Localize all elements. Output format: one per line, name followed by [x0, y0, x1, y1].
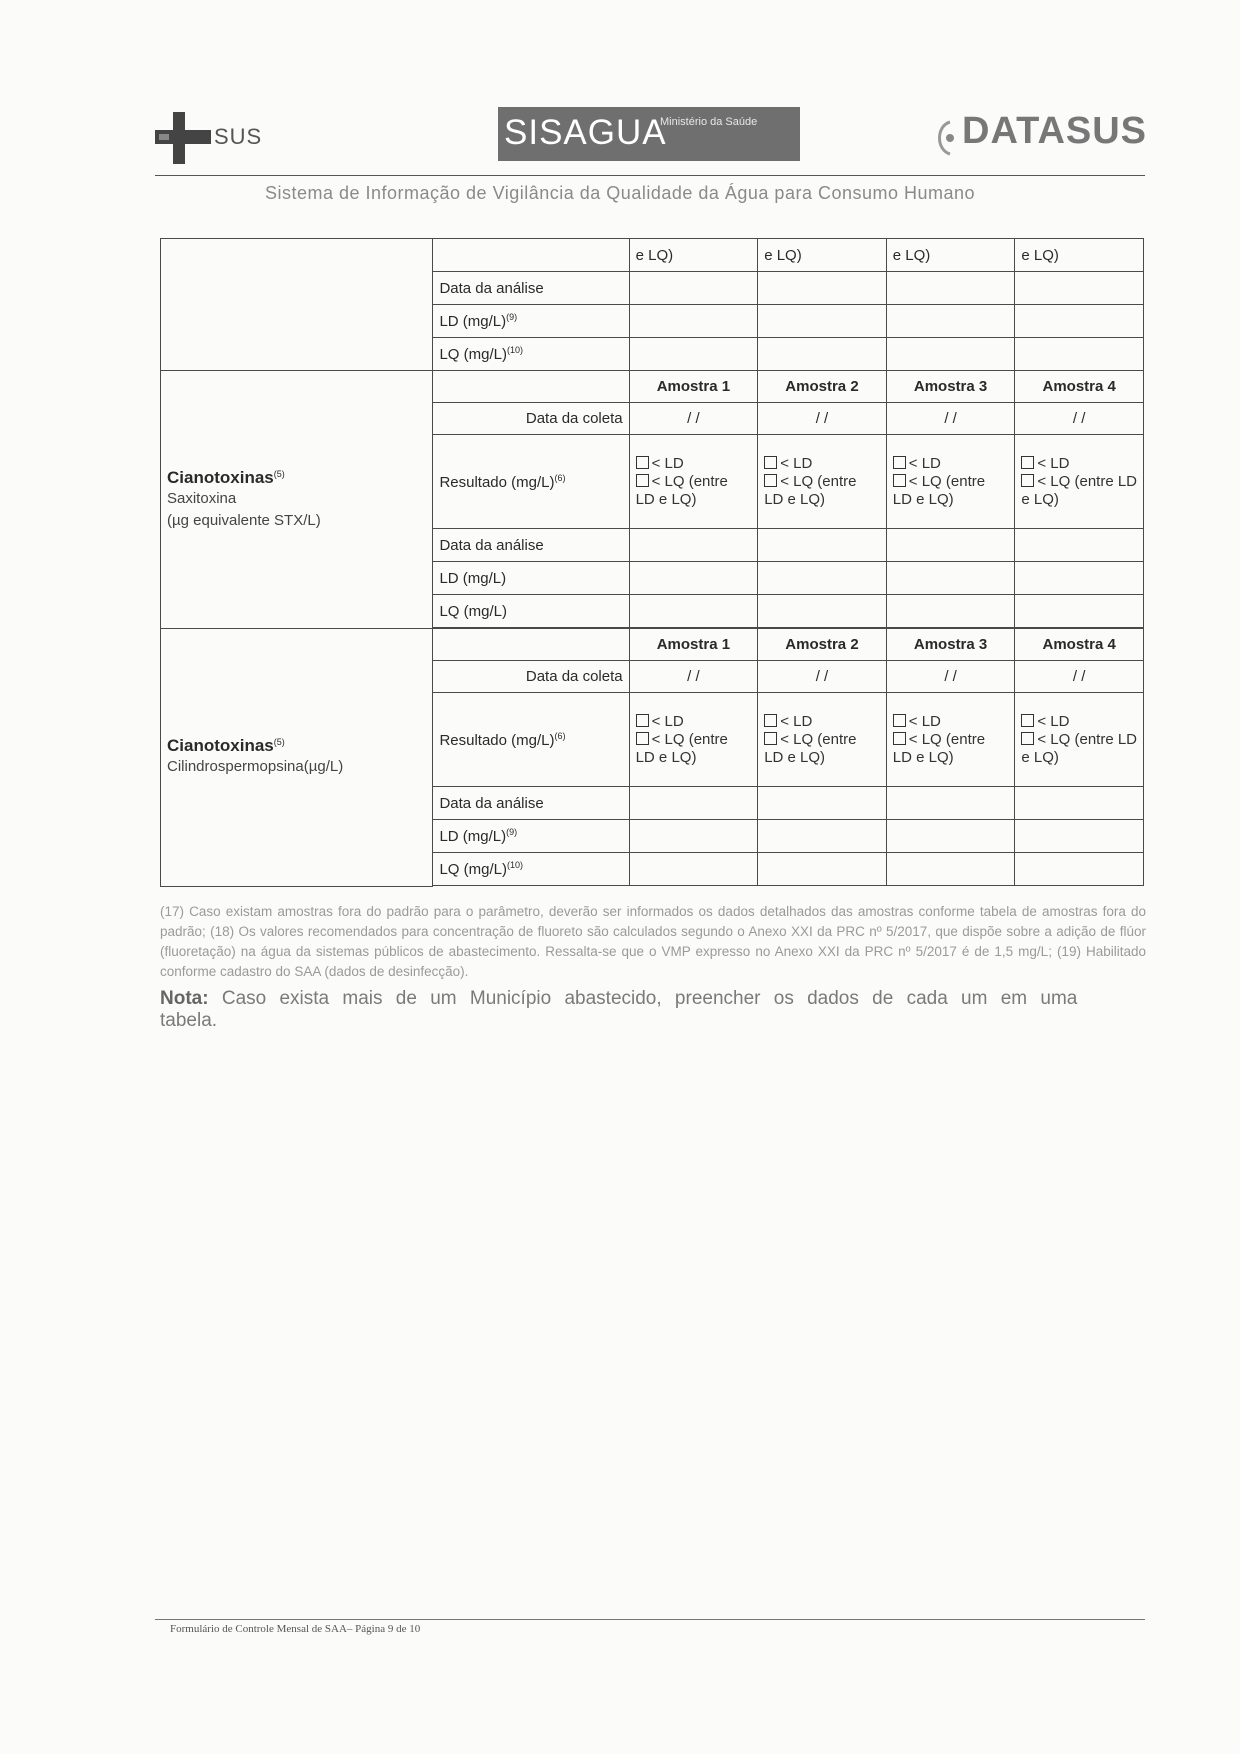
label-cell	[433, 371, 629, 403]
input-cell[interactable]	[629, 529, 758, 562]
result-options: < LD < LQ (entre LD e LQ)	[758, 693, 887, 787]
sample-cell: e LQ)	[758, 239, 887, 272]
input-cell[interactable]	[886, 820, 1015, 853]
input-cell[interactable]	[1015, 272, 1144, 305]
input-cell[interactable]	[758, 529, 887, 562]
result-options: < LD < LQ (entre LD e LQ)	[886, 435, 1015, 529]
sample-header: Amostra 3	[886, 629, 1015, 661]
page-footer: Formulário de Controle Mensal de SAA– Página 9 de 10	[170, 1623, 421, 1635]
checkbox[interactable]	[764, 732, 777, 745]
sample-header: Amostra 1	[629, 629, 758, 661]
row-label: Data da análise	[433, 787, 629, 820]
input-cell[interactable]	[1015, 787, 1144, 820]
datasus-label: DATASUS	[962, 110, 1148, 152]
input-cell[interactable]	[886, 529, 1015, 562]
table-row	[161, 239, 1144, 272]
input-cell[interactable]	[629, 272, 758, 305]
date-field[interactable]: / /	[629, 403, 758, 435]
input-cell[interactable]	[758, 787, 887, 820]
checkbox[interactable]	[893, 732, 906, 745]
input-cell[interactable]	[886, 338, 1015, 371]
date-field[interactable]: / /	[629, 661, 758, 693]
checkbox[interactable]	[636, 456, 649, 469]
input-cell[interactable]	[1015, 305, 1144, 338]
row-label: LQ $(mg/L)^{(10)}$	[433, 853, 629, 886]
result-options: < LD < LQ (entre LD e LQ)	[758, 435, 887, 529]
checkbox[interactable]	[636, 474, 649, 487]
datasus-swirl-icon	[932, 118, 962, 158]
input-cell[interactable]	[886, 853, 1015, 886]
checkbox[interactable]	[764, 456, 777, 469]
row-label: LD $(mg/L)^{(9)}$	[433, 820, 629, 853]
input-cell[interactable]	[886, 562, 1015, 595]
input-cell[interactable]	[629, 338, 758, 371]
row-label: Resultado $(mg/L)^{(6)}$	[433, 693, 629, 787]
checkbox[interactable]	[893, 456, 906, 469]
input-cell[interactable]	[758, 272, 887, 305]
parameter-unit: (µg equivalente STX/L)	[167, 511, 321, 529]
sample-header: Amostra 2	[758, 371, 887, 403]
label-cell	[433, 629, 629, 661]
input-cell[interactable]	[886, 595, 1015, 628]
input-cell[interactable]	[1015, 338, 1144, 371]
checkbox[interactable]	[636, 732, 649, 745]
parameter-sub: Saxitoxina	[167, 489, 237, 507]
parameter-cell: Cianotoxinas$^{(5)}$ Cilindrospermopsina(µg/L)	[161, 629, 433, 887]
input-cell[interactable]	[886, 272, 1015, 305]
sample-cell: e LQ)	[1015, 239, 1144, 272]
date-field[interactable]: / /	[886, 403, 1015, 435]
checkbox[interactable]	[893, 714, 906, 727]
input-cell[interactable]	[758, 562, 887, 595]
sus-label: SUS	[214, 124, 263, 149]
checkbox[interactable]	[764, 714, 777, 727]
input-cell[interactable]	[1015, 529, 1144, 562]
sisagua-logo	[498, 107, 800, 161]
row-label: Resultado $(mg/L)^{(6)}$	[433, 435, 629, 529]
input-cell[interactable]	[629, 820, 758, 853]
input-cell[interactable]	[758, 595, 887, 628]
sample-header: Amostra 4	[1015, 629, 1144, 661]
input-cell[interactable]	[629, 595, 758, 628]
input-cell[interactable]	[1015, 562, 1144, 595]
table-row	[161, 629, 1144, 661]
input-cell[interactable]	[629, 562, 758, 595]
footer-rule	[155, 1619, 1145, 1620]
system-subtitle: Sistema de Informação de Vigilância da Qualidade da Água para Consumo Humano	[264, 183, 976, 203]
checkbox[interactable]	[764, 474, 777, 487]
input-cell[interactable]	[1015, 595, 1144, 628]
parameter-name: Cianotoxinas	[167, 467, 274, 487]
row-label: Data da coleta	[433, 661, 629, 693]
checkbox[interactable]	[636, 714, 649, 727]
footnotes: (17) Caso existam amostras fora do padrão para o parâmetro, deverão ser informados os dados detalhados das amostras conforme tabela de amostras fora do padrão; (18) Os valores recomendados para concentração de fluoreto são calculados segundo o Anexo XXI da PRC nº 5/2017, que dispõe sobre a adição de flúor (fluoretação) na água da sistemas públicos de abastecimento. Ressalta-se que o VMP expresso no Anexo XXI da PRC nº 5/2017 é de 1,5 mg/L; (19) Habilitado conforme cadastro do SAA (dados de desinfecção).	[160, 904, 1146, 979]
sample-header: Amostra 1	[629, 371, 758, 403]
date-field[interactable]: / /	[1015, 403, 1144, 435]
sample-header: Amostra 3	[886, 371, 1015, 403]
result-options: < LD < LQ (entre LD e LQ)	[1015, 435, 1144, 529]
input-cell[interactable]	[758, 853, 887, 886]
checkbox[interactable]	[893, 474, 906, 487]
row-label: LQ (mg/L)	[433, 595, 629, 628]
date-field[interactable]: / /	[1015, 661, 1144, 693]
input-cell[interactable]	[1015, 820, 1144, 853]
sample-header: Amostra 4	[1015, 371, 1144, 403]
input-cell[interactable]	[886, 305, 1015, 338]
result-options: < LD < LQ (entre LD e LQ)	[886, 693, 1015, 787]
checkbox[interactable]	[1021, 474, 1034, 487]
result-options: < LD < LQ (entre LD e LQ)	[1015, 693, 1144, 787]
input-cell[interactable]	[758, 820, 887, 853]
nota-text: Caso exista mais de um Município abastecido, preencher os dados de cada um em uma tabela.	[160, 988, 1078, 1031]
analysis-table	[160, 238, 1144, 887]
table-row	[161, 371, 1144, 403]
checkbox[interactable]	[1021, 732, 1034, 745]
input-cell[interactable]	[758, 305, 887, 338]
row-label: LD $(mg/L)^{(9)}$	[433, 305, 629, 338]
parameter-cell	[161, 239, 433, 371]
nota-label: Nota:	[160, 988, 209, 1009]
input-cell[interactable]	[758, 338, 887, 371]
header-rule	[155, 175, 1145, 176]
row-label: Data da análise	[433, 529, 629, 562]
checkbox[interactable]	[1021, 714, 1034, 727]
row-label: LQ $(mg/L)^{(10)}$	[433, 338, 629, 371]
label-cell	[433, 239, 629, 272]
sisagua-ministry: Ministério da Saúde	[660, 116, 758, 128]
input-cell[interactable]	[1015, 853, 1144, 886]
row-label: Data da coleta	[433, 403, 629, 435]
date-field[interactable]: / /	[758, 403, 887, 435]
result-options: < LD < LQ (entre LD e LQ)	[629, 693, 758, 787]
checkbox[interactable]	[1021, 456, 1034, 469]
row-label: Data da análise	[433, 272, 629, 305]
result-options: < LD < LQ (entre LD e LQ)	[629, 435, 758, 529]
sample-header: Amostra 2	[758, 629, 887, 661]
sample-cell: e LQ)	[886, 239, 1015, 272]
sisagua-name: SISAGUA	[504, 113, 667, 152]
input-cell[interactable]	[886, 787, 1015, 820]
date-field[interactable]: / /	[758, 661, 887, 693]
nota	[160, 988, 1146, 1032]
parameter-name: Cianotoxinas	[167, 736, 274, 756]
input-cell[interactable]	[629, 787, 758, 820]
parameter-cell: Cianotoxinas$^{(5)}$ Saxitoxina (µg equivalente STX/L)	[161, 371, 433, 629]
input-cell[interactable]	[629, 853, 758, 886]
datasus-logo	[962, 110, 1147, 153]
sample-cell: e LQ)	[629, 239, 758, 272]
input-cell[interactable]	[629, 305, 758, 338]
parameter-sub: Cilindrospermopsina(µg/L)	[167, 758, 344, 776]
date-field[interactable]: / /	[886, 661, 1015, 693]
row-label: LD (mg/L)	[433, 562, 629, 595]
